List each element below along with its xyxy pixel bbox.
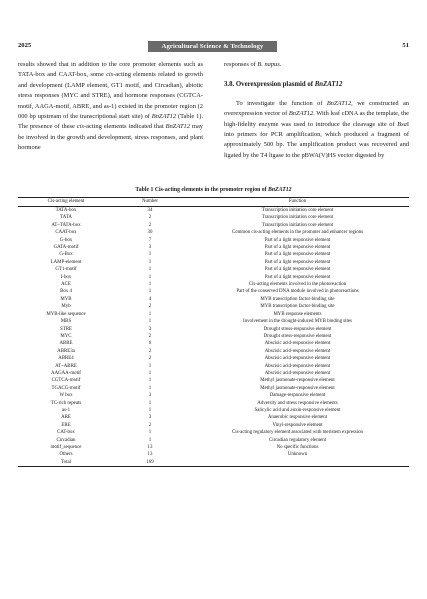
cell-function: Involvement in the drought-induced MYB binding sites (243, 319, 352, 325)
column-header-number: Number (114, 198, 186, 207)
cell-number: 30 (147, 230, 153, 236)
table-row (18, 444, 409, 451)
cell-number: 13 (147, 452, 153, 458)
cell-function: Methyl jasmonate-responsive element (260, 378, 335, 384)
cell-function: Part of a light responsive element (264, 252, 331, 258)
cell-number: 3 (148, 326, 152, 332)
table-row (18, 296, 409, 303)
cell-number: 1 (148, 274, 152, 280)
table-row (18, 355, 409, 362)
table-row (18, 207, 409, 215)
cell-function: Abscisic acid-responsive element (264, 356, 331, 362)
table-row (18, 288, 409, 295)
cell-function: Part of a light responsive element (264, 274, 331, 280)
cell-number: 1 (148, 378, 152, 384)
cell-element: Circadian (56, 437, 76, 443)
table-caption: Table 1 Cis-acting elements in the promoter region of BnZAT12 (135, 187, 292, 193)
cell-function: Salicylic acid and auxin-responsive element (254, 407, 341, 413)
method-paragraph: To investigate the function of BnZAT12, we constructed an overexpression vector of BnZAT12. With leaf cDNA as the template, the high-fidelity enzyme was used to introduce the cleavage site of BsaI into primers for PCR amplification, which produced a fragment of approximately 500 bp. The amplification product was recovered and ligated by the T4 ligase to the pBWA(V)HS vector digested by (224, 99, 409, 159)
table-row (18, 422, 409, 429)
cell-number: 2 (148, 304, 152, 310)
table-row (18, 377, 409, 384)
cell-element: GATA-motif (53, 245, 79, 251)
table-row (18, 392, 409, 399)
table-row (18, 385, 409, 392)
cell-number: 3 (148, 245, 152, 251)
cell-function: Drought stress-responsive element (263, 333, 332, 339)
cell-function: MYB transcription factor-binding site (260, 296, 335, 302)
cell-element: AT~ABRE (55, 363, 77, 369)
cell-function (186, 459, 409, 467)
table-body (18, 207, 409, 467)
cell-function: Part of a light responsive element (264, 245, 331, 251)
cell-element: LAMP-element (50, 259, 82, 265)
table-row (18, 459, 409, 467)
cell-number: 13 (147, 445, 153, 450)
cell-number: 1 (148, 385, 152, 391)
cell-element: ABRE3a (57, 348, 75, 354)
cell-number: 1 (148, 282, 152, 288)
cell-function: Abscisic acid-responsive element (264, 370, 331, 376)
cell-element: ACE (61, 282, 71, 288)
cell-function: MYB response elements (273, 311, 322, 317)
cell-function: Transcription initiation core element (261, 222, 334, 228)
left-column (18, 60, 203, 154)
cell-number: 1 (148, 259, 152, 265)
cell-number: 3 (148, 393, 152, 399)
table-row (18, 237, 409, 244)
table-row (18, 281, 409, 288)
cell-function: Part of a light responsive element (264, 259, 331, 265)
cell-element: ARE (61, 415, 71, 421)
cell-number: 1 (148, 370, 152, 376)
table-row (18, 437, 409, 444)
cell-number: 1 (148, 311, 152, 317)
cell-number: 2 (148, 333, 152, 339)
cell-number: 2 (148, 356, 152, 362)
cell-function: Circadian regulatory element (268, 437, 327, 443)
cell-function: Abscisic acid-responsive element (264, 363, 331, 369)
cell-element: MYB (60, 296, 72, 302)
cell-number: 2 (148, 348, 152, 354)
cell-element: TATA (60, 215, 72, 221)
cell-function: Drought stress-responsive element (263, 326, 332, 332)
cell-number: 2 (148, 215, 152, 221)
cell-number: 2 (148, 422, 152, 428)
table-row (18, 214, 409, 221)
table-row (18, 274, 409, 281)
cell-element: ERE (61, 422, 71, 428)
cell-number: 1 (148, 437, 152, 443)
cell-element: AT~TATA-box (51, 222, 81, 228)
cell-number: 1 (148, 319, 152, 325)
table-row (18, 348, 409, 355)
cis-element-table (18, 197, 409, 467)
cell-number: 4 (148, 296, 152, 302)
cell-element: Box 4 (60, 289, 72, 295)
cell-function: Common cis-acting elements in the promoter and enhancer regions (231, 230, 364, 236)
table-row (18, 229, 409, 236)
table-row (18, 451, 409, 458)
column-header-function: Function (186, 198, 409, 207)
table-row (18, 363, 409, 370)
table-row (18, 244, 409, 251)
table-row (18, 400, 409, 407)
cell-function: Vinyl-responsive element (272, 422, 323, 428)
table-row (18, 303, 409, 310)
cell-number: 1 (148, 363, 152, 369)
table-row (18, 407, 409, 414)
section-heading: 3.8. Overexpression plasmid of BnZAT12 (224, 81, 343, 89)
cell-number: 6 (148, 341, 152, 347)
table-row (18, 259, 409, 266)
cell-element: motif_sequence (50, 445, 82, 450)
running-header (18, 41, 409, 53)
cell-function: Adversity and stress responsive elements (257, 400, 338, 406)
cell-number: 7 (148, 237, 152, 243)
cell-function: Part of a light responsive element (264, 267, 331, 273)
cell-function: Part of the conserved DNA module involved in photoreactions (236, 289, 359, 295)
table-row (18, 251, 409, 258)
column-header-element: Cis-acting element (18, 198, 114, 207)
table-row (18, 326, 409, 333)
journal-title: Agricultural Science & Technology (148, 41, 277, 52)
cell-function: Abscisic acid-responsive element (264, 341, 331, 347)
cell-element: MYC (60, 333, 72, 339)
cell-element: MYB-like sequence (46, 311, 86, 317)
cell-element: Others (59, 452, 73, 458)
cell-number: 2 (148, 222, 152, 228)
table-row (18, 266, 409, 273)
table-row (18, 429, 409, 436)
cell-element: I-box (60, 274, 72, 280)
table-row (18, 222, 409, 229)
cell-element: Myb (61, 304, 71, 310)
cell-element: G-Box (59, 252, 73, 258)
cell-number: 1 (148, 407, 152, 413)
cell-element: W box (59, 393, 73, 399)
cell-number: 1 (148, 252, 152, 258)
continued-paragraph: responses of B. napus. (224, 61, 282, 68)
cell-element: as-1 (61, 407, 71, 413)
cell-number: 1 (148, 289, 152, 295)
table-row (18, 414, 409, 421)
cell-function: Damage-responsive element (269, 393, 326, 399)
table-row (18, 318, 409, 325)
cell-element: G-box (59, 237, 73, 243)
cell-number: 1 (148, 267, 152, 273)
cell-element: ABRE (59, 341, 73, 347)
cell-number: 169 (114, 459, 186, 467)
cell-element: ABRE4 (58, 356, 74, 362)
cell-number: 3 (148, 415, 152, 421)
cell-number: 1 (148, 400, 152, 406)
cell-function: Methyl jasmonate-responsive element (260, 385, 335, 391)
table-row (18, 340, 409, 347)
table-row (18, 333, 409, 340)
page-number: 51 (402, 42, 409, 49)
table-header-row (18, 198, 409, 207)
cell-element: TATA-box (55, 208, 77, 213)
right-column (224, 60, 409, 161)
cell-function: Abscisic acid-responsive element (264, 348, 331, 354)
results-paragraph: results showed that in addition to the core promoter elements such as TATA-box and CAAT-box, some cis-acting elements related to growth and development (LAMP element, GT1 motif, and Circadian), abiotic stress responses (MYC and STRE), and hormone responses (CGTCA-motif, AAGA-motif, ABRE, and as-1) existed in the promoter region (2 000 bp upstream of the transcriptional start site) of BnZAT12 (Table 1). The presence of these cis-acting elements indicated that BnZAT12 may be involved in the growth and development, stress responses, and plant hormone (18, 61, 203, 152)
cell-element: STRE (60, 326, 72, 332)
cell-element: TC-rich repeats (50, 400, 82, 406)
cell-element: CAAT-box (55, 230, 77, 236)
cell-element: TGACG-motif (51, 385, 81, 391)
cell-element: MBS (60, 319, 72, 325)
cell-element: Total (18, 459, 114, 467)
cell-function: Unknown (287, 452, 308, 458)
cell-function: MYB transcription factor-binding site (260, 304, 335, 310)
cell-element: CAT-box (57, 430, 75, 436)
header-year: 2025 (18, 42, 32, 49)
cell-function: Cis-acting elements involved in the photoreaction (248, 282, 347, 288)
cell-function: Anaerobic responsive element (267, 415, 328, 421)
cell-number: 1 (148, 430, 152, 436)
cell-element: CGTCA-motif (51, 378, 81, 384)
cell-element: AAGAA-motif (51, 370, 81, 376)
cell-element: GT1-motif (55, 267, 77, 273)
table-row (18, 311, 409, 318)
cell-function: Part of a light responsive element (264, 237, 331, 243)
cell-function: Transcription initiation core element (261, 208, 334, 213)
table-row (18, 370, 409, 377)
cell-number: 34 (147, 208, 153, 213)
cell-function: Cis-acting regulatory element associated with meristem expression (232, 430, 363, 436)
cell-function: Transcription initiation core element (261, 215, 334, 221)
cell-function: No specific functions (276, 445, 319, 450)
